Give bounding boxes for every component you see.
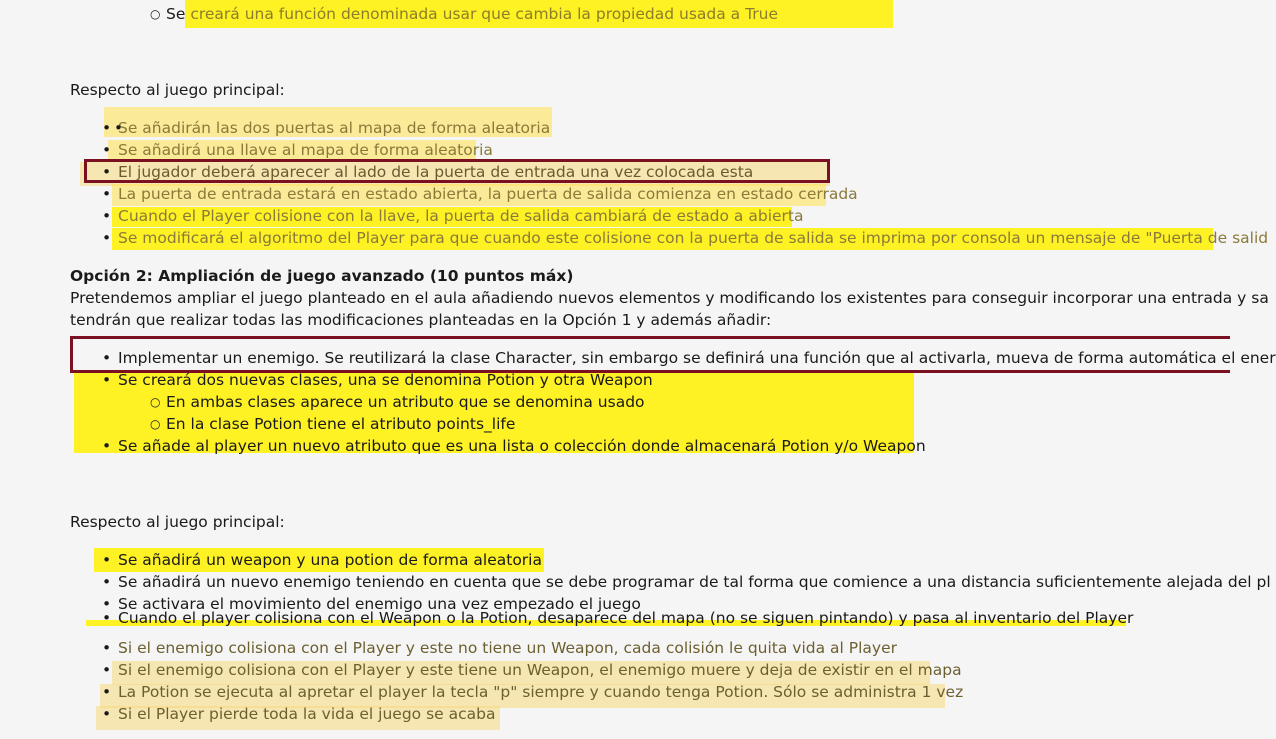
section1-item: • Se modificará el algoritmo del Player para que cuando este colisione con la puerta de salida se imprima por consola un mensaje de "Puerta de salid	[102, 229, 1269, 247]
option2-subitem: ○ En ambas clases aparece un atributo que se denomina usado	[150, 393, 645, 411]
option2-paragraph-line1: Pretendemos ampliar el juego planteado en el aula añadiendo nuevos elementos y modificando los existentes para conseguir incorporar una entrada y sa	[70, 289, 1269, 307]
section1-item: • Se añadirá una llave al mapa de forma aleatoria	[102, 141, 493, 159]
top-subitem-text: creará una función denominada usar que cambia la propiedad usada a True	[190, 5, 779, 23]
section1-item: • • Se añadirán las dos puertas al mapa de forma aleatoria	[118, 118, 550, 138]
option2-title: Opción 2: Ampliación de juego avanzado (10 puntos máx)	[70, 267, 574, 285]
option2-item: • Se creará dos nuevas clases, una se denomina Potion y otra Weapon	[102, 371, 653, 389]
section2-item: • Si el enemigo colisiona con el Player y este tiene un Weapon, el enemigo muere y deja de existir en el mapa	[102, 661, 962, 679]
top-subitem-prefix: Se	[166, 5, 186, 23]
section2-item: • Cuando el player colisiona con el Weapon o la Potion, desaparece del mapa (no se siguen pintando) y pasa al inventario del Player	[102, 609, 1134, 627]
section2-item: • Si el enemigo colisiona con el Player y este no tiene un Weapon, cada colisión le quita vida al Player	[102, 639, 897, 657]
section2-item: • Se añadirá un weapon y una potion de forma aleatoria	[102, 551, 542, 569]
top-subitem: ○ Se creará una función denominada usar que cambia la propiedad usada a True	[150, 5, 779, 23]
section1-item: • El jugador deberá aparecer al lado de la puerta de entrada una vez colocada esta	[102, 163, 754, 181]
option2-item: • Implementar un enemigo. Se reutilizará la clase Character, sin embargo se definirá una función que al activarla, mueva de forma automática el ener	[102, 349, 1276, 367]
section2-item: • La Potion se ejecuta al apretar el player la tecla "p" siempre y cuando tenga Potion. Sólo se administra 1 vez	[102, 683, 964, 701]
section2-item: • Se activara el movimiento del enemigo una vez empezado el juego	[102, 595, 641, 613]
section1-item: • Cuando el Player colisione con la llave, la puerta de salida cambiará de estado a abierta	[102, 207, 804, 225]
option2-subitem: ○ En la clase Potion tiene el atributo points_life	[150, 415, 516, 433]
option2-item: • Se añade al player un nuevo atributo que es una lista o colección donde almacenará Potion y/o Weapon	[102, 437, 926, 455]
section1-intro: Respecto al juego principal:	[70, 81, 285, 99]
section2-item: • Se añadirá un nuevo enemigo teniendo en cuenta que se debe programar de tal forma que comience a una distancia suficientemente alejada del pl	[102, 573, 1271, 591]
section2-item: • Si el Player pierde toda la vida el juego se acaba	[102, 705, 496, 723]
section1-item: • La puerta de entrada estará en estado abierta, la puerta de salida comienza en estado cerrada	[102, 185, 858, 203]
section2-intro: Respecto al juego principal:	[70, 513, 285, 531]
option2-paragraph-line2: tendrán que realizar todas las modificaciones planteadas en la Opción 1 y además añadir:	[70, 311, 772, 329]
